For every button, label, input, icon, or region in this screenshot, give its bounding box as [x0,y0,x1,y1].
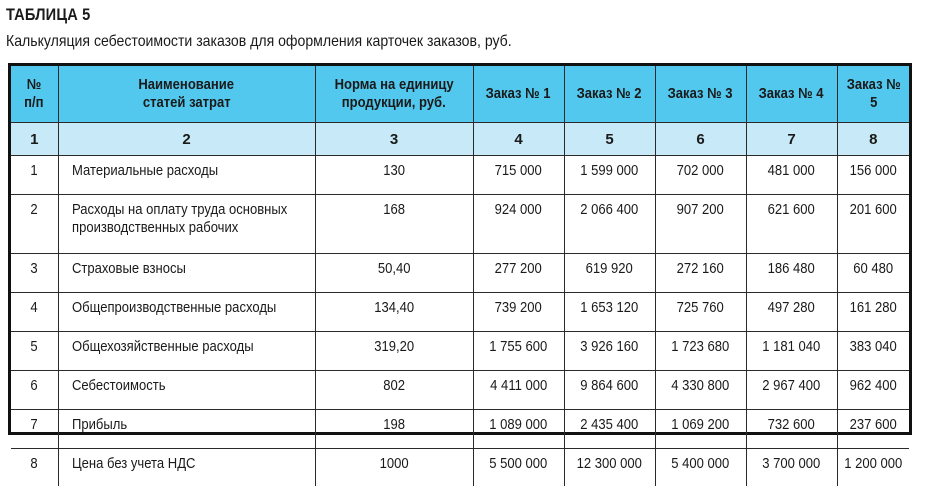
cell-text: 924 000 [495,201,542,219]
cell-text: 907 200 [677,201,724,219]
cell-text: 237 600 [850,416,897,434]
cell-text: 1 653 120 [580,299,638,317]
cell-text: 1000 [379,455,408,473]
header-label: продукции, руб. [342,94,446,112]
column-number: 2 [58,123,315,156]
header-label: Заказ № 2 [577,85,642,103]
cell-text: 481 000 [768,162,815,180]
header-row [11,66,909,123]
cell-text: 319,20 [374,338,414,356]
cell-text: 732 600 [768,416,815,434]
row-number [11,156,58,195]
row-order-value [746,293,837,332]
cell-text: 198 [383,416,405,434]
cell-text: 1 200 000 [844,455,902,473]
header-label: Норма на единицу [334,76,453,94]
cell-text: 962 400 [850,377,897,395]
cell-text: 2 066 400 [580,201,638,219]
row-name [58,449,315,486]
cell-text: 619 920 [586,260,633,278]
cell-text: 2 435 400 [580,416,638,434]
row-order-value [837,195,909,254]
cell-text: 5 [31,338,38,356]
row-number [11,332,58,371]
header-label: Заказ № 4 [759,85,824,103]
header-label: статей затрат [143,94,231,112]
cell-text: 1 089 000 [489,416,547,434]
cell-text: 6 [31,377,38,395]
row-norm [315,156,473,195]
cost-table-frame [8,63,912,435]
row-order-value [473,449,564,486]
cell-text: 383 040 [850,338,897,356]
row-order-value [746,195,837,254]
row-order-value [837,293,909,332]
header-label: Заказ № 1 [486,85,551,103]
row-order-value [655,332,746,371]
cost-calculation-table [11,66,909,486]
row-number [11,410,58,449]
row-order-value [473,254,564,293]
cell-text: 1 181 040 [762,338,820,356]
column-number: 7 [746,123,837,156]
row-norm [315,449,473,486]
row-order-value [473,410,564,449]
row-norm [315,254,473,293]
cell-text: 2 967 400 [762,377,820,395]
cell-text: Страховые взносы [72,260,186,278]
row-name [58,254,315,293]
cell-text: 1 069 200 [671,416,729,434]
cell-text: 3 700 000 [762,455,820,473]
cell-text: 60 480 [853,260,893,278]
row-order-value [564,332,655,371]
cell-text: 277 200 [495,260,542,278]
header-cell-order-4 [746,66,837,123]
cell-text: 168 [383,201,405,219]
row-order-value [473,371,564,410]
row-order-value [473,195,564,254]
row-order-value [746,332,837,371]
row-order-value [655,195,746,254]
header-label: № [27,76,42,94]
row-order-value [837,449,909,486]
table-row [11,293,909,332]
cell-text: Общехозяйственные расходы [72,338,254,356]
cell-text: 3 926 160 [580,338,638,356]
row-number [11,371,58,410]
row-order-value [655,449,746,486]
table-row [11,195,909,254]
cell-text: 134,40 [374,299,414,317]
row-number [11,293,58,332]
row-order-value [746,410,837,449]
cell-text: Прибыль [72,416,127,434]
row-number [11,449,58,486]
table-title: ТАБЛИЦА 5 [6,5,90,25]
row-norm [315,371,473,410]
row-norm [315,332,473,371]
row-name [58,156,315,195]
row-order-value [564,371,655,410]
cell-text: 12 300 000 [577,455,642,473]
cell-text: Общепроизводственные расходы [72,299,276,317]
row-order-value [564,293,655,332]
row-order-value [837,254,909,293]
row-order-value [655,293,746,332]
row-norm [315,293,473,332]
row-name [58,371,315,410]
cell-text: Цена без учета НДС [72,455,195,473]
cell-text: 4 330 800 [671,377,729,395]
header-cell-order-5 [837,66,909,123]
column-number-row [11,123,909,156]
cell-text: 3 [31,260,38,278]
table-row [11,371,909,410]
cell-text: 4 411 000 [490,377,547,395]
table-row [11,449,909,486]
header-cell-number [11,66,58,123]
cell-text: 7 [31,416,38,434]
row-name [58,195,315,254]
cell-text: 161 280 [850,299,897,317]
table-row [11,254,909,293]
cell-text: 802 [383,377,405,395]
row-order-value [746,371,837,410]
row-order-value [564,410,655,449]
row-order-value [655,410,746,449]
cell-text: 1 755 600 [489,338,547,356]
header-label: Заказ № 3 [668,85,733,103]
header-label: п/п [25,94,44,112]
row-name [58,332,315,371]
cell-text: 2 [31,201,38,219]
table-row [11,156,909,195]
row-order-value [564,254,655,293]
cell-text: Себестоимость [72,377,166,395]
cell-text: Материальные расходы [72,162,218,180]
row-number [11,254,58,293]
row-order-value [746,449,837,486]
cell-text: 272 160 [677,260,724,278]
cell-text: 725 760 [677,299,724,317]
row-order-value [837,371,909,410]
cell-text: 702 000 [677,162,724,180]
cell-text: 9 864 600 [580,377,638,395]
cell-text: 1 723 680 [671,338,729,356]
cell-text: 186 480 [768,260,815,278]
cell-text: 4 [31,299,38,317]
row-order-value [564,449,655,486]
row-order-value [655,156,746,195]
row-order-value [837,410,909,449]
header-cell-order-2 [564,66,655,123]
header-cell-order-3 [655,66,746,123]
row-norm [315,195,473,254]
column-number: 8 [837,123,909,156]
cell-text: 156 000 [850,162,897,180]
cell-text: 497 280 [768,299,815,317]
row-order-value [746,156,837,195]
cell-text: 5 500 000 [489,455,547,473]
row-order-value [564,195,655,254]
row-order-value [564,156,655,195]
cell-text: 739 200 [495,299,542,317]
header-cell-norm [315,66,473,123]
cell-text: 5 400 000 [671,455,729,473]
row-order-value [837,332,909,371]
row-number [11,195,58,254]
table-subtitle: Калькуляция себестоимости заказов для оформления карточек заказов, руб. [6,33,512,51]
header-cell-name [58,66,315,123]
column-number: 4 [473,123,564,156]
column-number: 5 [564,123,655,156]
cell-text: 8 [31,455,38,473]
row-order-value [473,293,564,332]
column-number: 1 [11,123,58,156]
row-norm [315,410,473,449]
header-label: Наименование [139,76,235,94]
header-label: Заказ № 5 [841,76,905,112]
cell-text: 201 600 [850,201,897,219]
cell-text: 1 599 000 [580,162,638,180]
header-cell-order-1 [473,66,564,123]
row-name [58,410,315,449]
cell-text: 1 [31,162,38,180]
row-order-value [655,254,746,293]
row-order-value [655,371,746,410]
cell-text: 715 000 [495,162,542,180]
cell-text: 621 600 [768,201,815,219]
table-row [11,410,909,449]
cell-text: Расходы на оплату труда основных [72,201,287,219]
cell-text: 130 [383,162,405,180]
cell-text: 50,40 [378,260,411,278]
column-number: 6 [655,123,746,156]
column-number: 3 [315,123,473,156]
cell-text: производственных рабочих [72,219,238,237]
row-order-value [746,254,837,293]
row-order-value [837,156,909,195]
row-name [58,293,315,332]
row-order-value [473,156,564,195]
table-row [11,332,909,371]
row-order-value [473,332,564,371]
